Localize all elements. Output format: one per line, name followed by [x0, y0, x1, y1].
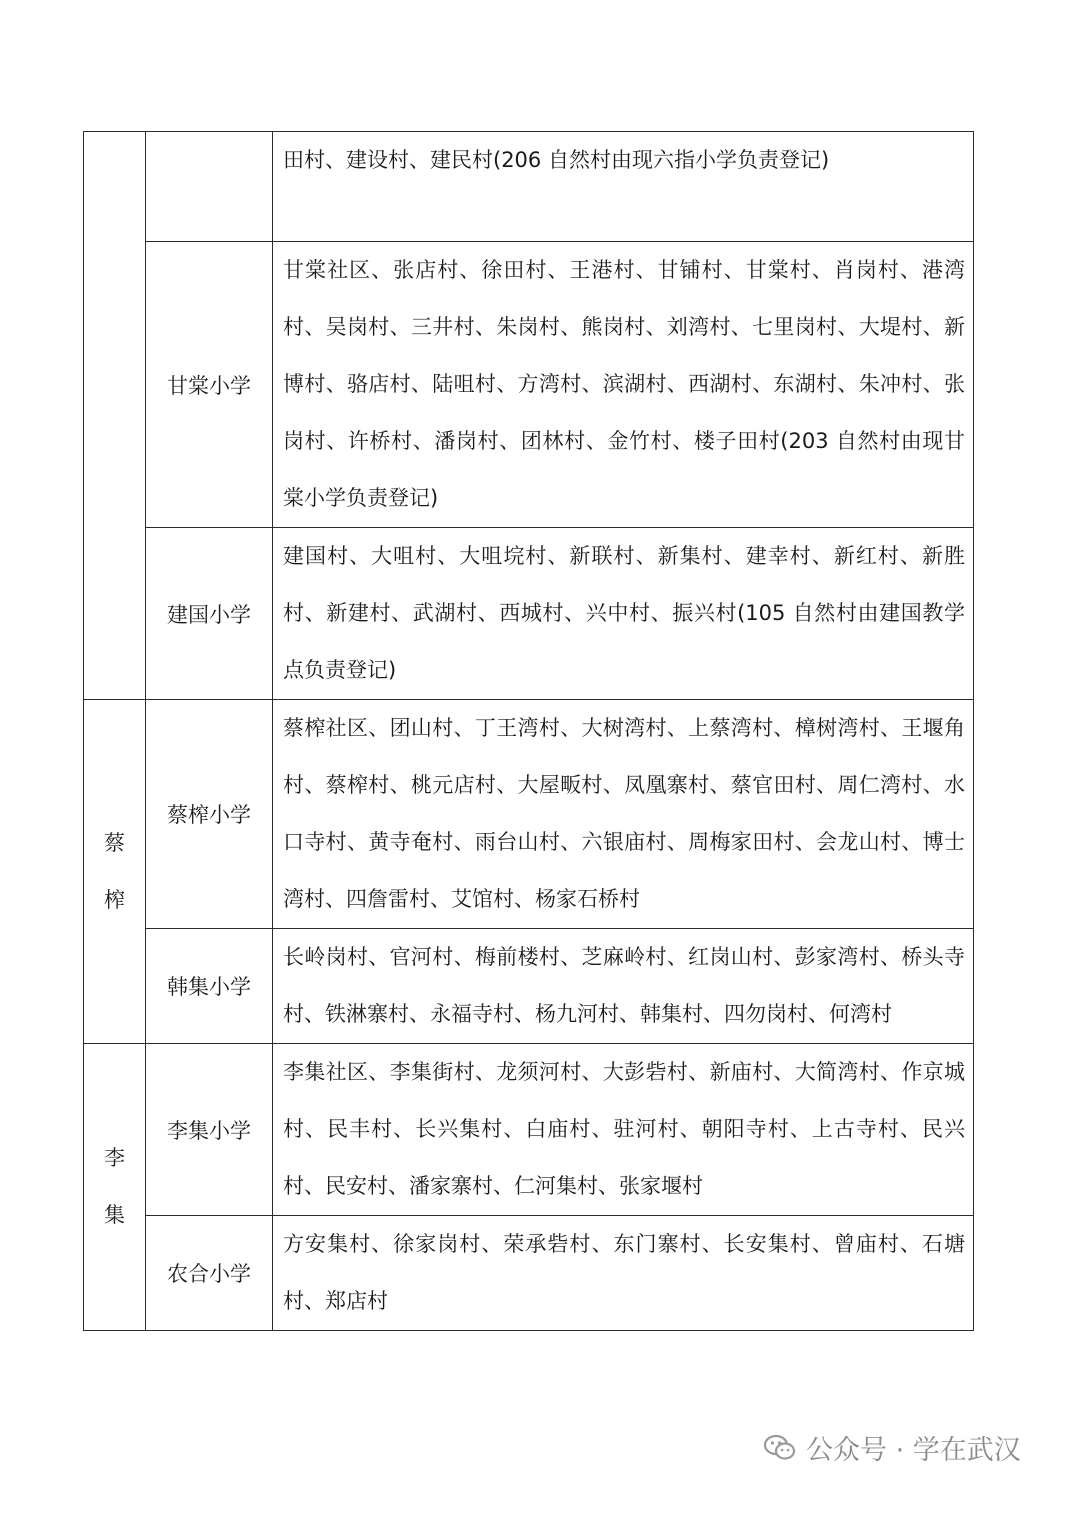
town-char: 集 — [104, 1203, 125, 1227]
table-row — [84, 528, 974, 700]
school-cell: 农合小学 — [146, 1216, 273, 1331]
area-cell: 建国村、大咀村、大咀垸村、新联村、新集村、建幸村、新红村、新胜村、新建村、武湖村、西城村、兴中村、振兴村(105 自然村由建国教学点负责登记) — [273, 528, 974, 700]
town-cell-continued — [84, 132, 146, 700]
school-cell: 韩集小学 — [146, 929, 273, 1044]
town-char: 李 — [104, 1146, 125, 1170]
wechat-icon — [762, 1430, 798, 1466]
school-cell — [146, 132, 273, 242]
town-cell-caizha — [84, 700, 146, 1044]
table-row — [84, 132, 974, 242]
table-row — [84, 1044, 974, 1216]
area-cell: 李集社区、李集街村、龙须河村、大彭砦村、新庙村、大简湾村、作京城村、民丰村、长兴集村、白庙村、驻河村、朝阳寺村、上古寺村、民兴村、民安村、潘家寨村、仁河集村、张家堰村 — [273, 1044, 974, 1216]
table-row — [84, 929, 974, 1044]
table-row — [84, 242, 974, 528]
area-cell: 方安集村、徐家岗村、荣承砦村、东门寨村、长安集村、曾庙村、石塘村、郑店村 — [273, 1216, 974, 1331]
town-char: 蔡 — [104, 830, 125, 855]
school-cell: 甘棠小学 — [146, 242, 273, 528]
town-char: 榨 — [104, 887, 125, 912]
table-row — [84, 1216, 974, 1331]
school-zone-table — [83, 131, 974, 1331]
school-cell: 蔡榨小学 — [146, 700, 273, 929]
town-cell-liji — [84, 1044, 146, 1331]
area-cell: 长岭岗村、官河村、梅前楼村、芝麻岭村、红岗山村、彭家湾村、桥头寺村、铁淋寨村、永福寺村、杨九河村、韩集村、四勿岗村、何湾村 — [273, 929, 974, 1044]
area-cell: 甘棠社区、张店村、徐田村、王港村、甘铺村、甘棠村、肖岗村、港湾村、吴岗村、三井村、朱岗村、熊岗村、刘湾村、七里岗村、大堤村、新博村、骆店村、陆咀村、方湾村、滨湖村、西湖村、东湖村、朱冲村、张岗村、许桥村、潘岗村、团林村、金竹村、楼子田村(203 自然村由现甘棠小学负责登记) — [273, 242, 974, 528]
table-row — [84, 700, 974, 929]
area-cell: 田村、建设村、建民村(206 自然村由现六指小学负责登记) — [273, 132, 974, 242]
watermark-text: 公众号 · 学在武汉 — [806, 1435, 1021, 1466]
school-cell: 李集小学 — [146, 1044, 273, 1216]
area-cell: 蔡榨社区、团山村、丁王湾村、大树湾村、上蔡湾村、樟树湾村、王堰角村、蔡榨村、桃元店村、大屋畈村、凤凰寨村、蔡官田村、周仁湾村、水口寺村、黄寺奄村、雨台山村、六银庙村、周梅家田村、会龙山村、博士湾村、四詹雷村、艾馆村、杨家石桥村 — [273, 700, 974, 929]
school-cell: 建国小学 — [146, 528, 273, 700]
watermark — [762, 1428, 1021, 1467]
